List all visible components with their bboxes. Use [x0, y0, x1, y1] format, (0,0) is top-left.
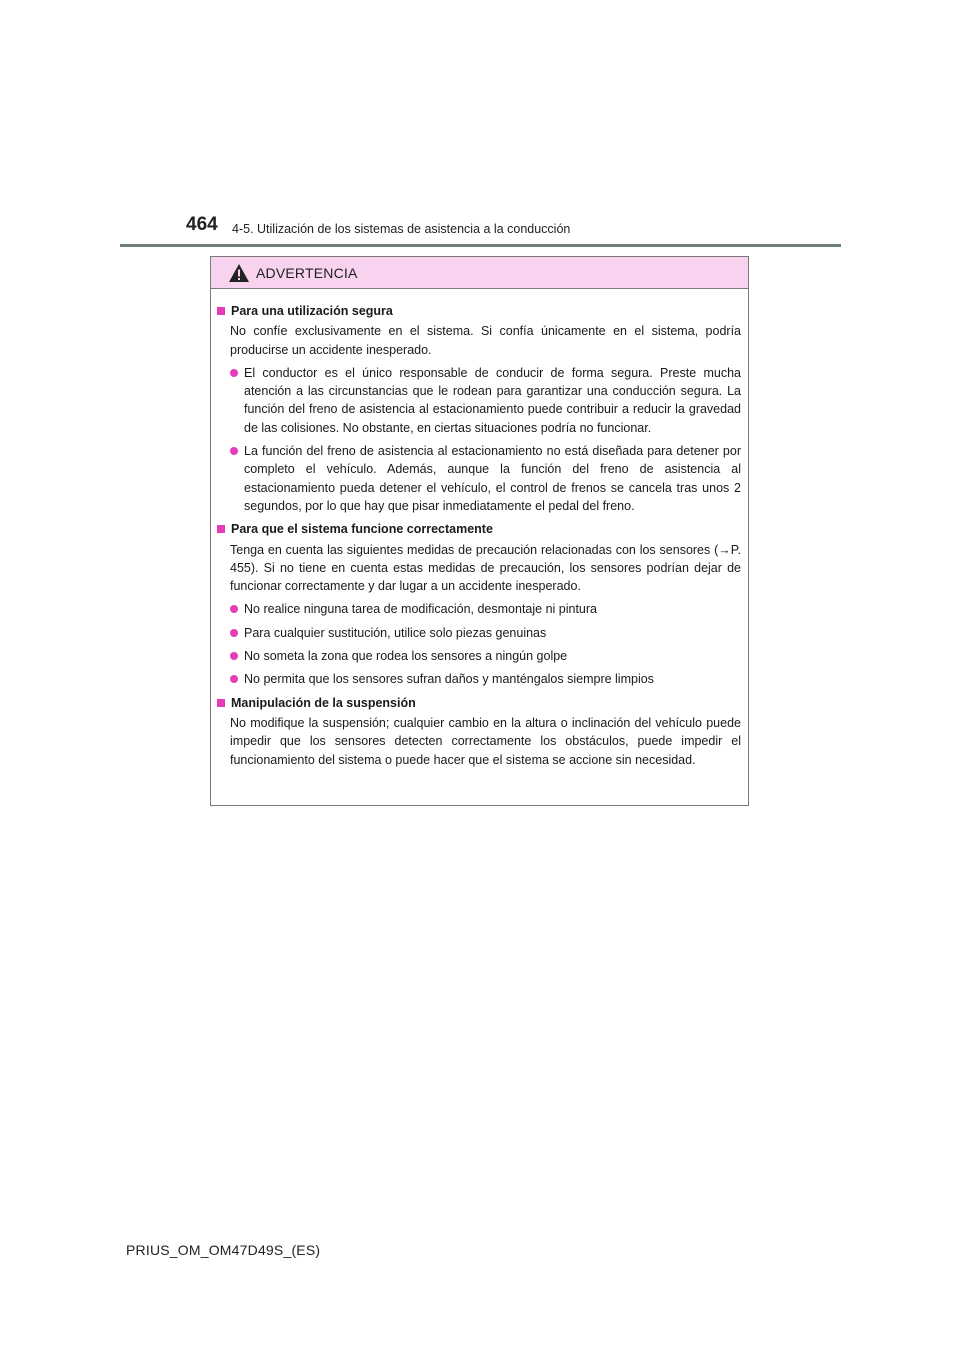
- list-item: Para cualquier sustitución, utilice solo piezas genuinas: [217, 624, 741, 642]
- section-intro: No modifique la suspensión; cualquier cambio en la altura o inclinación del vehículo puede impedir que los sensores detecten correctamente los obstáculos, puede impedir el funcionamiento del sistema o puede hacer que el sistema se accione sin necesidad.: [230, 715, 741, 767]
- warning-triangle-icon: [228, 263, 250, 283]
- round-bullet-icon: [230, 629, 238, 637]
- list-item: No realice ninguna tarea de modificación, desmontaje ni pintura: [217, 600, 741, 618]
- list-item: No permita que los sensores sufran daños y manténgalos siempre limpios: [217, 670, 741, 688]
- section-intro: Tenga en cuenta las siguientes medidas de precaución relacionadas con los sensores (→P. 455). Si no tiene en cuenta estas medidas de precaución, los sensores podrían dejar de funcionar correctamente y dar lugar a un accidente inesperado.: [230, 542, 741, 594]
- section-title: 4-5. Utilización de los sistemas de asistencia a la conducción: [232, 222, 571, 236]
- warning-body: [211, 289, 748, 769]
- section-intro: No confíe exclusivamente en el sistema. Si confía únicamente en el sistema, podría producirse un accidente inesperado.: [230, 324, 741, 357]
- document-code: PRIUS_OM_OM47D49S_(ES): [126, 1242, 321, 1258]
- list-item: No someta la zona que rodea los sensores a ningún golpe: [217, 647, 741, 665]
- section-heading: Para que el sistema funcione correctamente: [217, 520, 741, 538]
- square-bullet-icon: [217, 525, 225, 533]
- section-heading: Para una utilización segura: [217, 302, 741, 320]
- list-item: El conductor es el único responsable de conducir de forma segura. Preste mucha atención a las circunstancias que le rodean para garantizar una conducción segura. La función del freno de asistencia al estacionamiento puede contribuir a reducir la gravedad de las colisiones. No obstante, en ciertas situaciones podría no funcionar.: [217, 364, 741, 437]
- warning-label: ADVERTENCIA: [256, 264, 358, 281]
- round-bullet-icon: [230, 675, 238, 683]
- square-bullet-icon: [217, 307, 225, 315]
- round-bullet-icon: [230, 369, 238, 377]
- warning-header: [211, 257, 748, 289]
- page-number: 464: [186, 214, 218, 235]
- round-bullet-icon: [230, 605, 238, 613]
- warning-box: [210, 256, 749, 806]
- round-bullet-icon: [230, 447, 238, 455]
- header-rule: [120, 244, 841, 247]
- list-item: La función del freno de asistencia al estacionamiento no está diseñada para detener por completo el vehículo. Además, aunque la función del freno de asistencia al estacionamiento pueda detener el vehículo, el control de frenos se cancela tras unos 2 segundos, por lo que hay que pisar inmediatamente el pedal del freno.: [217, 442, 741, 515]
- square-bullet-icon: [217, 699, 225, 707]
- section-heading: Manipulación de la suspensión: [217, 694, 741, 712]
- round-bullet-icon: [230, 652, 238, 660]
